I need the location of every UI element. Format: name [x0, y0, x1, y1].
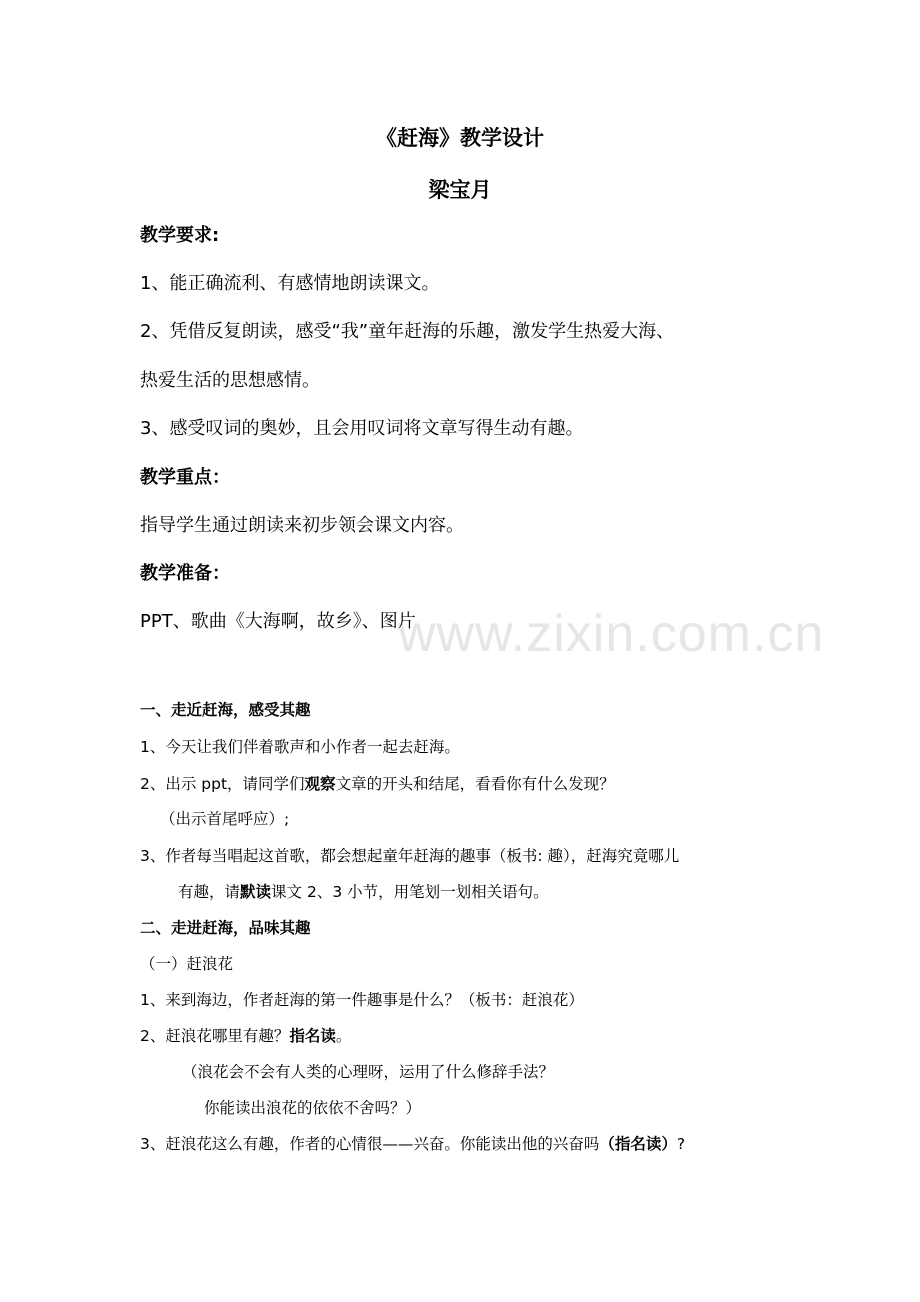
document-title: 《赶海》教学设计	[376, 126, 544, 150]
watermark: www.zixin.com.cn	[398, 605, 825, 663]
section-2-item-3-end: ?	[676, 1135, 686, 1153]
requirement-2-line-1: 2、凭借反复朗读，感受“我”童年赶海的乐趣，激发学生热爱大海、	[140, 321, 675, 342]
section-1-item-3-end: 课文 2、3 小节，用笔划一划相关语句。	[271, 883, 549, 901]
section-2-item-2-emphasis: 指名读	[289, 1027, 336, 1045]
section-2-item-2-end: 。	[335, 1027, 352, 1045]
section-1-item-2-start: 2、出示 ppt，请同学们	[140, 775, 305, 793]
section-1-item-3-line-2	[178, 880, 549, 902]
section-1-item-3-line-1: 3、作者每当唱起这首歌，都会想起童年赶海的趣事（板书: 趣），赶海究竟哪儿	[140, 847, 680, 865]
section-1-item-2	[140, 772, 615, 794]
preparation-text: PPT、歌曲《大海啊，故乡》、图片	[140, 611, 416, 632]
section-2-item-1: 1、来到海边，作者赶海的第一件趣事是什么？（板书：赶浪花）	[140, 991, 584, 1009]
focus-text: 指导学生通过朗读来初步领会课文内容。	[140, 515, 464, 536]
requirement-1: 1、能正确流利、有感情地朗读课文。	[140, 273, 440, 294]
requirement-3: 3、感受叹词的奥妙，且会用叹词将文章写得生动有趣。	[140, 418, 584, 439]
section-2-item-3	[140, 1132, 685, 1154]
focus-heading: 教学重点：	[140, 467, 230, 488]
section-2-item-2	[140, 1024, 351, 1046]
section-2-item-2-start: 2、赶浪花哪里有趣？	[140, 1027, 290, 1045]
section-1-item-2-note: （出示首尾呼应）;	[160, 810, 290, 828]
subsection-1-heading: （一）赶浪花	[140, 955, 234, 973]
section-1-item-2-end: 文章的开头和结尾，看看你有什么发现？	[335, 775, 615, 793]
section-1-item-3-emphasis: 默读	[240, 883, 272, 901]
section-2-note-1: （浪花会不会有人类的心理呀，运用了什么修辞手法？	[182, 1063, 555, 1081]
section-1-heading: 一、走近赶海，感受其趣	[140, 701, 311, 719]
section-1-item-2-emphasis: 观察	[304, 775, 336, 793]
section-1-item-1: 1、今天让我们伴着歌声和小作者一起去赶海。	[140, 738, 460, 756]
section-2-item-3-emphasis: （指名读）	[599, 1135, 677, 1153]
section-1-item-3-start: 有趣，请	[178, 883, 241, 901]
section-2-note-2: 你能读出浪花的依依不舍吗？）	[204, 1099, 422, 1117]
section-2-item-3-start: 3、赶浪花这么有趣，作者的心情很——兴奋。你能读出他的兴奋吗	[140, 1135, 600, 1153]
preparation-heading: 教学准备：	[140, 563, 230, 584]
requirement-2-line-2: 热爱生活的思想感情。	[140, 370, 320, 391]
author-name: 梁宝月	[428, 178, 492, 202]
section-2-heading: 二、走进赶海，品味其趣	[140, 919, 311, 937]
requirements-heading: 教学要求:	[140, 225, 220, 246]
